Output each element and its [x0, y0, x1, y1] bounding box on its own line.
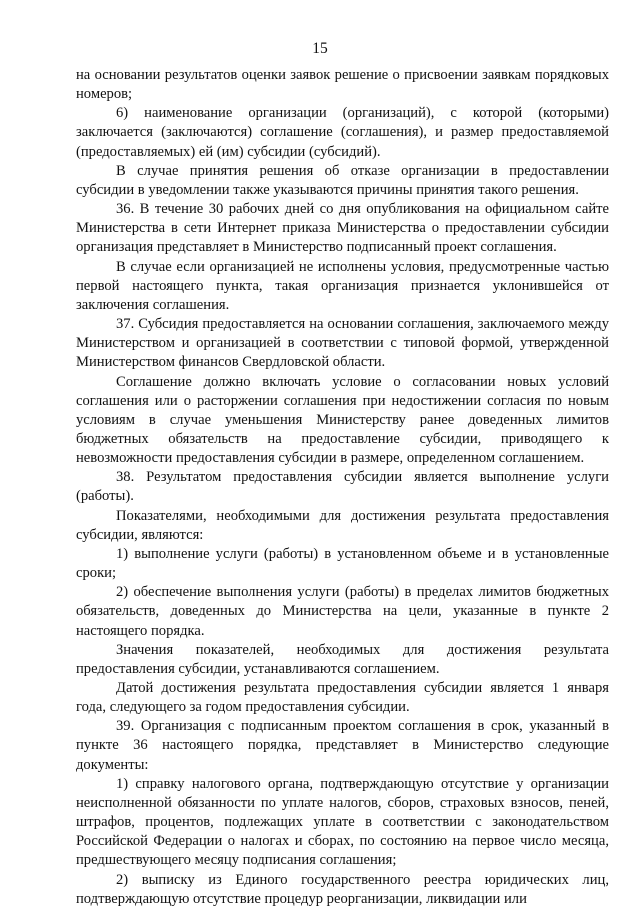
paragraph-result-date: Датой достижения результата предоставления субсидии является 1 января года, следующего за годом предоставления субсидии. [76, 680, 609, 716]
paragraph-agreement-conditions: Соглашение должно включать условие о согласовании новых условий соглашения или о расторжении соглашения при недостижении согласия по новым условиям в случае уменьшения Министерству ранее доведенных лимитов бюджетных обязательств на предоставление субсидии, приводящего к невозможности предоставления субсидии в размере, определенном соглашением. [76, 373, 609, 467]
paragraph-document-1: 1) справку налогового органа, подтверждающую отсутствие у организации неисполненной обязанности по уплате налогов, сборов, страховых взносов, пеней, штрафов, процентов, подлежащих уплате в соответствии с законодательством Российской Федерации о налогах и сборах, по состоянию на первое число месяца, предшествующего месяцу подписания соглашения; [76, 775, 609, 869]
paragraph-clause-36-evasion: В случае если организацией не исполнены условия, предусмотренные частью первой настоящего пункта, такая организация признается уклонившейся от заключения соглашения. [76, 258, 609, 313]
paragraph-clause-37: 37. Субсидия предоставляется на основании соглашения, заключаемого между Министерством и организацией в соответствии с типовой формой, утвержденной Министерством финансов Свердловской области. [76, 316, 609, 371]
document-body [76, 66, 609, 909]
paragraph-clause-38: 38. Результатом предоставления субсидии является выполнение услуги (работы). [76, 469, 609, 505]
paragraph-indicators-intro: Показателями, необходимыми для достижения результата предоставления субсидии, являются: [76, 507, 609, 543]
paragraph-clause-36: 36. В течение 30 рабочих дней со дня опубликования на официальном сайте Министерства в сети Интернет приказа Министерства о предоставлении субсидии организация представляет в Министерство подписанный проект соглашения. [76, 201, 609, 256]
page-number: 15 [312, 40, 328, 57]
paragraph-refusal-reasons: В случае принятия решения об отказе организации в предоставлении субсидии в уведомлении также указываются причины принятия такого решения. [76, 162, 609, 198]
paragraph-continuation: на основании результатов оценки заявок решение о присвоении заявкам порядковых номеров; [76, 67, 609, 103]
paragraph-clause-39: 39. Организация с подписанным проектом соглашения в срок, указанный в пункте 36 настоящего порядка, представляет в Министерство следующие документы: [76, 718, 609, 773]
paragraph-indicator-2: 2) обеспечение выполнения услуги (работы) в пределах лимитов бюджетных обязательств, доведенных до Министерства на цели, указанные в пункте 2 настоящего порядка. [76, 584, 609, 639]
paragraph-indicator-values: Значения показателей, необходимых для достижения результата предоставления субсидии, устанавливаются соглашением. [76, 641, 609, 677]
paragraph-item-6: 6) наименование организации (организаций), с которой (которыми) заключается (заключаются) соглашение (соглашения), и размер предоставляемой (предоставляемых) ей (им) субсидии (субсидий). [76, 105, 609, 160]
paragraph-indicator-1: 1) выполнение услуги (работы) в установленном объеме и в установленные сроки; [76, 545, 609, 582]
paragraph-document-2: 2) выписку из Единого государственного реестра юридических лиц, подтверждающую отсутствие процедур реорганизации, ликвидации или [76, 871, 609, 907]
